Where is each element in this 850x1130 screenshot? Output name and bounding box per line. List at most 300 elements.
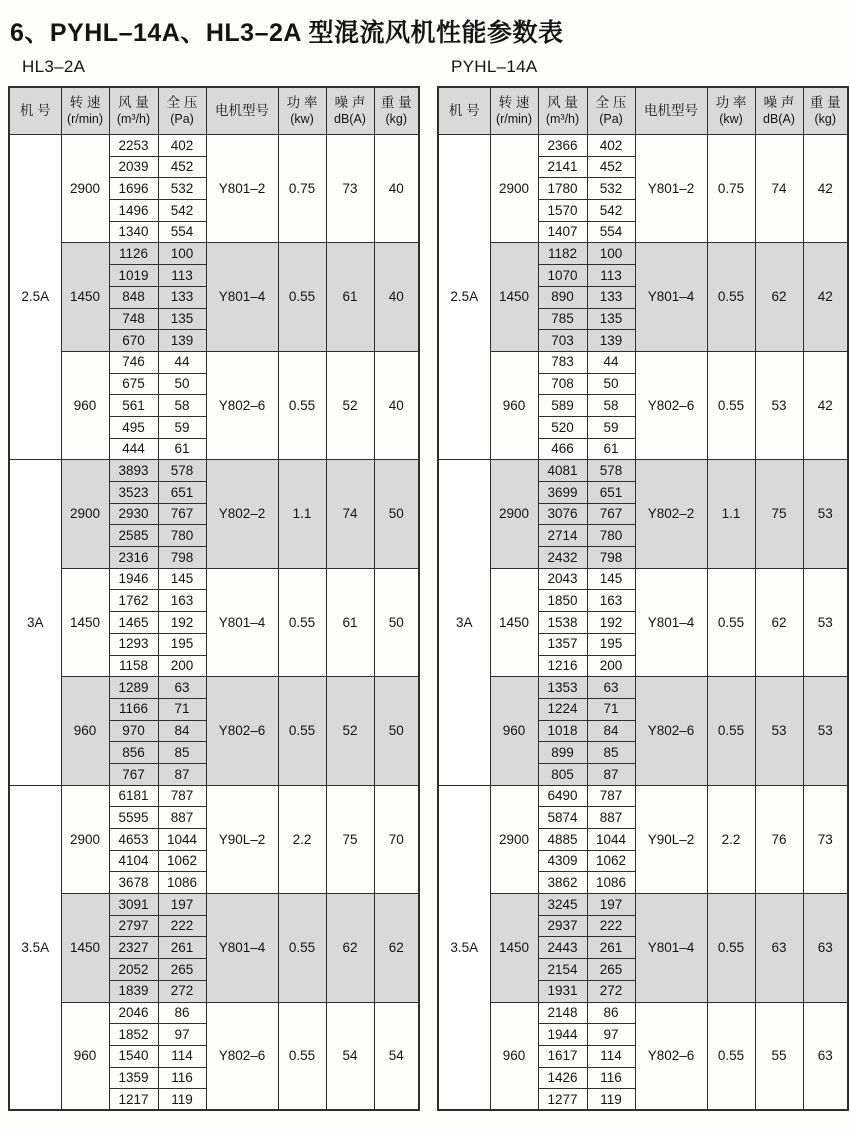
table-row [9,677,419,699]
airflow-cell: 1931 [538,980,587,1002]
pressure-cell: 114 [158,1045,206,1067]
weight-cell: 50 [374,460,419,568]
airflow-cell: 1224 [538,698,587,720]
column-header-title: 全 压 [595,94,627,110]
airflow-cell: 2797 [109,915,158,937]
airflow-cell: 2930 [109,503,158,525]
pressure-cell: 1086 [587,872,635,894]
noise-cell: 62 [755,243,803,351]
power-cell: 0.75 [278,135,326,243]
machine-size-cell: 2.5A [438,135,490,460]
pressure-cell: 767 [587,503,635,525]
pressure-cell: 261 [158,937,206,959]
airflow-cell: 805 [538,763,587,785]
pressure-cell: 114 [587,1045,635,1067]
pressure-cell: 542 [158,200,206,222]
airflow-cell: 495 [109,416,158,438]
airflow-cell: 1357 [538,633,587,655]
machine-size-cell: 3A [9,460,61,785]
pressure-cell: 71 [587,698,635,720]
column-header-title: 重 量 [809,94,841,110]
column-header-title: 功 率 [715,94,747,110]
pressure-cell: 192 [587,612,635,634]
speed-cell: 1450 [61,243,109,351]
airflow-cell: 6490 [538,785,587,807]
airflow-cell: 767 [109,763,158,785]
weight-cell: 40 [374,243,419,351]
column-header-title: 噪 声 [763,94,795,110]
pressure-cell: 787 [158,785,206,807]
airflow-cell: 2154 [538,959,587,981]
pressure-cell: 272 [158,980,206,1002]
table-row [438,243,848,265]
column-header [109,87,158,135]
pressure-cell: 133 [158,286,206,308]
airflow-cell: 1126 [109,243,158,265]
speed-cell: 1450 [61,894,109,1002]
weight-cell: 73 [803,785,848,893]
airflow-cell: 2366 [538,135,587,157]
airflow-cell: 1407 [538,221,587,243]
column-header-unit: (kg) [385,111,408,126]
airflow-cell: 1018 [538,720,587,742]
table-row [9,894,419,916]
column-header-unit: (r/min) [495,111,533,126]
pressure-cell: 100 [158,243,206,265]
airflow-cell: 2043 [538,568,587,590]
airflow-cell: 3862 [538,872,587,894]
airflow-cell: 1496 [109,200,158,222]
pressure-cell: 1062 [158,850,206,872]
pressure-cell: 887 [158,807,206,829]
pressure-cell: 200 [587,655,635,677]
table-section-pyhl-14a [437,57,849,1111]
pressure-cell: 798 [587,547,635,569]
noise-cell: 73 [326,135,374,243]
airflow-cell: 3245 [538,894,587,916]
column-header-title: 转 速 [498,94,530,110]
pressure-cell: 86 [587,1002,635,1024]
column-header-unit: dB(A) [334,111,366,126]
table-row [438,785,848,807]
pressure-cell: 44 [158,351,206,373]
weight-cell: 50 [374,677,419,785]
pressure-cell: 1062 [587,850,635,872]
noise-cell: 62 [326,894,374,1002]
pressure-cell: 71 [158,698,206,720]
airflow-cell: 1277 [538,1089,587,1111]
pressure-cell: 135 [587,308,635,330]
noise-cell: 53 [755,351,803,459]
table-row [9,785,419,807]
power-cell: 0.55 [707,351,755,459]
speed-cell: 960 [490,677,538,785]
table-row [438,351,848,373]
airflow-cell: 1570 [538,200,587,222]
table-label-pyhl-14a: PYHL–14A [451,57,538,76]
speed-cell: 2900 [61,785,109,893]
column-header-title: 全 压 [166,94,198,110]
pressure-cell: 261 [587,937,635,959]
pressure-cell: 135 [158,308,206,330]
noise-cell: 52 [326,677,374,785]
column-header [803,87,848,135]
pressure-cell: 798 [158,547,206,569]
weight-cell: 53 [803,568,848,676]
noise-cell: 53 [755,677,803,785]
column-header-unit: (m³/h) [545,111,580,126]
column-header [538,87,587,135]
power-cell: 0.55 [707,568,755,676]
airflow-cell: 3893 [109,460,158,482]
power-cell: 0.55 [707,1002,755,1110]
pressure-cell: 119 [587,1089,635,1111]
table-row [9,135,419,157]
pressure-cell: 100 [587,243,635,265]
motor-model-cell: Y801–4 [635,568,707,676]
airflow-cell: 5874 [538,807,587,829]
speed-cell: 960 [61,351,109,459]
column-header-unit: (kw) [719,111,743,126]
table-row [438,894,848,916]
pressure-cell: 50 [587,373,635,395]
pressure-cell: 44 [587,351,635,373]
airflow-cell: 1538 [538,612,587,634]
pressure-cell: 86 [158,1002,206,1024]
spec-table-hl3-2a [8,86,420,1111]
pressure-cell: 195 [158,633,206,655]
airflow-cell: 1166 [109,698,158,720]
motor-model-cell: Y802–2 [635,460,707,568]
power-cell: 1.1 [707,460,755,568]
pressure-cell: 163 [158,590,206,612]
airflow-cell: 1617 [538,1045,587,1067]
pressure-cell: 195 [587,633,635,655]
motor-model-cell: Y90L–2 [635,785,707,893]
column-header-title: 转 速 [69,94,101,110]
pressure-cell: 116 [158,1067,206,1089]
weight-cell: 42 [803,243,848,351]
noise-cell: 74 [326,460,374,568]
speed-cell: 2900 [61,460,109,568]
pressure-cell: 452 [158,156,206,178]
airflow-cell: 675 [109,373,158,395]
pressure-cell: 58 [587,395,635,417]
table-row [9,460,419,482]
pressure-cell: 119 [158,1089,206,1111]
column-header-unit: (Pa) [170,111,194,126]
airflow-cell: 4081 [538,460,587,482]
airflow-cell: 1019 [109,265,158,287]
power-cell: 0.55 [707,677,755,785]
airflow-cell: 466 [538,438,587,460]
speed-cell: 960 [490,351,538,459]
airflow-cell: 520 [538,416,587,438]
motor-model-cell: Y802–6 [206,351,278,459]
noise-cell: 61 [326,243,374,351]
noise-cell: 62 [755,568,803,676]
pressure-cell: 87 [158,763,206,785]
machine-size-cell: 3.5A [438,785,490,1110]
pressure-cell: 200 [158,655,206,677]
column-header-unit: (kg) [814,111,837,126]
airflow-cell: 748 [109,308,158,330]
table-row [438,568,848,590]
motor-model-cell: Y802–6 [635,351,707,459]
pressure-cell: 197 [158,894,206,916]
pressure-cell: 113 [158,265,206,287]
speed-cell: 2900 [490,785,538,893]
weight-cell: 40 [374,135,419,243]
pressure-cell: 532 [587,178,635,200]
weight-cell: 53 [803,460,848,568]
noise-cell: 63 [755,894,803,1002]
weight-cell: 42 [803,135,848,243]
pressure-cell: 116 [587,1067,635,1089]
airflow-cell: 1070 [538,265,587,287]
weight-cell: 63 [803,894,848,1002]
pressure-cell: 139 [587,330,635,352]
column-header-title: 风 量 [547,94,578,110]
pressure-cell: 265 [158,959,206,981]
column-header-unit: (Pa) [599,111,623,126]
airflow-cell: 890 [538,286,587,308]
pressure-cell: 780 [158,525,206,547]
airflow-cell: 6181 [109,785,158,807]
airflow-cell: 1946 [109,568,158,590]
weight-cell: 40 [374,351,419,459]
column-header-title: 噪 声 [334,94,366,110]
pressure-cell: 61 [587,438,635,460]
motor-model-cell: Y801–4 [206,568,278,676]
table-section-hl3-2a [8,57,420,1111]
airflow-cell: 1289 [109,677,158,699]
table-row [438,1002,848,1024]
airflow-cell: 4885 [538,829,587,851]
pressure-cell: 452 [587,156,635,178]
pressure-cell: 63 [587,677,635,699]
column-header-unit: (kw) [290,111,314,126]
airflow-cell: 3699 [538,482,587,504]
column-header [707,87,755,135]
pressure-cell: 1044 [158,829,206,851]
airflow-cell: 2714 [538,525,587,547]
pressure-cell: 1044 [587,829,635,851]
airflow-cell: 1217 [109,1089,158,1111]
airflow-cell: 1780 [538,178,587,200]
column-header [755,87,803,135]
speed-cell: 2900 [61,135,109,243]
power-cell: 2.2 [278,785,326,893]
motor-model-cell: Y801–4 [635,894,707,1002]
column-header [9,87,61,135]
airflow-cell: 444 [109,438,158,460]
noise-cell: 61 [326,568,374,676]
motor-model-cell: Y801–2 [206,135,278,243]
power-cell: 0.55 [278,894,326,1002]
airflow-cell: 2148 [538,1002,587,1024]
page-title: 6、PYHL–14A、HL3–2A 型混流风机性能参数表 [10,19,564,47]
power-cell: 1.1 [278,460,326,568]
noise-cell: 54 [326,1002,374,1110]
machine-size-cell: 3A [438,460,490,785]
pressure-cell: 133 [587,286,635,308]
airflow-cell: 1852 [109,1024,158,1046]
table-row [438,460,848,482]
motor-model-cell: Y801–2 [635,135,707,243]
airflow-cell: 1426 [538,1067,587,1089]
table-row [9,568,419,590]
pressure-cell: 887 [587,807,635,829]
header-row [9,87,419,135]
airflow-cell: 708 [538,373,587,395]
noise-cell: 55 [755,1002,803,1110]
column-header [158,87,206,135]
airflow-cell: 1293 [109,633,158,655]
column-header-title: 机 号 [19,102,51,118]
weight-cell: 70 [374,785,419,893]
noise-cell: 76 [755,785,803,893]
airflow-cell: 1353 [538,677,587,699]
pressure-cell: 578 [158,460,206,482]
airflow-cell: 703 [538,330,587,352]
airflow-cell: 1216 [538,655,587,677]
column-header [635,87,707,135]
airflow-cell: 1359 [109,1067,158,1089]
airflow-cell: 1839 [109,980,158,1002]
pressure-cell: 767 [158,503,206,525]
pressure-cell: 97 [158,1024,206,1046]
noise-cell: 75 [755,460,803,568]
power-cell: 0.55 [707,894,755,1002]
table-label-hl3-2a: HL3–2A [22,57,86,76]
column-header [490,87,538,135]
airflow-cell: 2316 [109,547,158,569]
noise-cell: 75 [326,785,374,893]
weight-cell: 54 [374,1002,419,1110]
airflow-cell: 2052 [109,959,158,981]
airflow-cell: 1540 [109,1045,158,1067]
pressure-cell: 192 [158,612,206,634]
motor-model-cell: Y802–6 [206,1002,278,1110]
airflow-cell: 2046 [109,1002,158,1024]
motor-model-cell: Y802–6 [635,677,707,785]
column-header-title: 重 量 [380,94,412,110]
speed-cell: 1450 [490,243,538,351]
motor-model-cell: Y802–6 [206,677,278,785]
column-header [326,87,374,135]
weight-cell: 63 [803,1002,848,1110]
pressure-cell: 197 [587,894,635,916]
header-row [438,87,848,135]
pressure-cell: 85 [587,742,635,764]
column-header [587,87,635,135]
airflow-cell: 1696 [109,178,158,200]
pressure-cell: 84 [158,720,206,742]
pressure-cell: 542 [587,200,635,222]
pressure-cell: 578 [587,460,635,482]
column-header-title: 风 量 [118,94,149,110]
pressure-cell: 63 [158,677,206,699]
airflow-cell: 670 [109,330,158,352]
pressure-cell: 61 [158,438,206,460]
column-header [438,87,490,135]
airflow-cell: 2585 [109,525,158,547]
pressure-cell: 145 [587,568,635,590]
pressure-cell: 85 [158,742,206,764]
speed-cell: 1450 [61,568,109,676]
power-cell: 0.55 [278,568,326,676]
airflow-cell: 2253 [109,135,158,157]
noise-cell: 52 [326,351,374,459]
power-cell: 0.55 [707,243,755,351]
airflow-cell: 1944 [538,1024,587,1046]
airflow-cell: 4104 [109,850,158,872]
pressure-cell: 59 [587,416,635,438]
table-row [9,351,419,373]
airflow-cell: 3076 [538,503,587,525]
airflow-cell: 3091 [109,894,158,916]
airflow-cell: 2141 [538,156,587,178]
motor-model-cell: Y801–4 [206,894,278,1002]
power-cell: 0.55 [278,351,326,459]
power-cell: 2.2 [707,785,755,893]
column-header [206,87,278,135]
airflow-cell: 1182 [538,243,587,265]
power-cell: 0.55 [278,1002,326,1110]
airflow-cell: 856 [109,742,158,764]
airflow-cell: 1340 [109,221,158,243]
table-row [438,135,848,157]
column-header-title: 电机型号 [644,102,698,118]
speed-cell: 1450 [490,894,538,1002]
airflow-cell: 5595 [109,807,158,829]
airflow-cell: 2432 [538,547,587,569]
table-row [9,1002,419,1024]
airflow-cell: 2937 [538,915,587,937]
airflow-cell: 746 [109,351,158,373]
pressure-cell: 554 [158,221,206,243]
power-cell: 0.55 [278,243,326,351]
airflow-cell: 2039 [109,156,158,178]
column-header-unit: dB(A) [763,111,795,126]
power-cell: 0.55 [278,677,326,785]
airflow-cell: 785 [538,308,587,330]
airflow-cell: 848 [109,286,158,308]
column-header-title: 机 号 [448,102,480,118]
pressure-cell: 87 [587,763,635,785]
column-header-unit: (r/min) [66,111,104,126]
table-row [438,677,848,699]
airflow-cell: 783 [538,351,587,373]
motor-model-cell: Y90L–2 [206,785,278,893]
airflow-cell: 1465 [109,612,158,634]
weight-cell: 50 [374,568,419,676]
pressure-cell: 787 [587,785,635,807]
pressure-cell: 59 [158,416,206,438]
speed-cell: 2900 [490,135,538,243]
speed-cell: 960 [490,1002,538,1110]
speed-cell: 960 [61,1002,109,1110]
pressure-cell: 222 [587,915,635,937]
airflow-cell: 2443 [538,937,587,959]
airflow-cell: 899 [538,742,587,764]
pressure-cell: 532 [158,178,206,200]
column-header [278,87,326,135]
airflow-cell: 4309 [538,850,587,872]
airflow-cell: 3678 [109,872,158,894]
weight-cell: 62 [374,894,419,1002]
